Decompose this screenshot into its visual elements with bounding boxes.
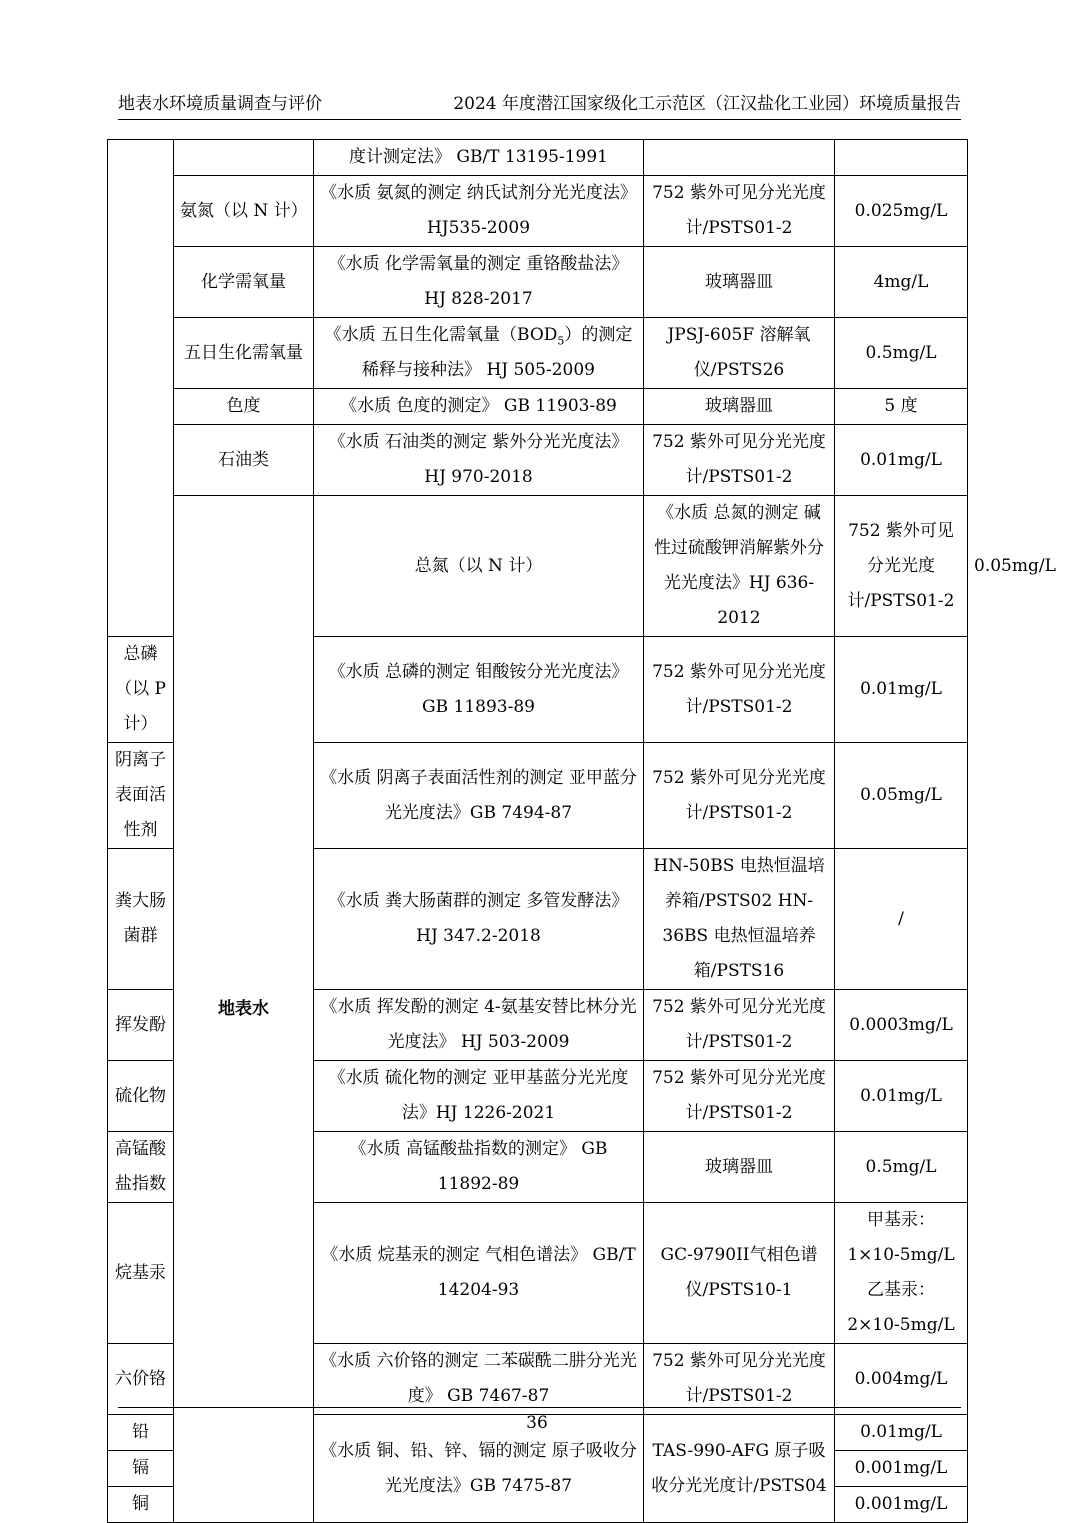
method-cell: 《水质 粪大肠菌群的测定 多管发酵法》HJ 347.2-2018 [314, 849, 644, 990]
limit-cell: 0.5mg/L [835, 318, 968, 389]
method-cell: 《水质 烷基汞的测定 气相色谱法》 GB/T 14204-93 [314, 1203, 644, 1344]
instrument-cell: 752 紫外可见分光光度计/PSTS01-2 [644, 990, 835, 1061]
method-cell: 《水质 挥发酚的测定 4-氨基安替比林分光光度法》 HJ 503-2009 [314, 990, 644, 1061]
method-text-post: ）的测定 稀释与接种法》 HJ 505-2009 [362, 325, 633, 380]
instrument-cell: JPSJ-605F 溶解氧仪/PSTS26 [644, 318, 835, 389]
instrument-cell: TAS-990-AFG 原子吸收分光光度计/PSTS04 [644, 1415, 835, 1523]
item-cell: 烷基汞 [108, 1203, 174, 1344]
instrument-cell: 玻璃器皿 [644, 247, 835, 318]
header-section-title: 地表水环境质量调查与评价 [118, 94, 322, 114]
limit-cell: 5 度 [835, 389, 968, 425]
methods-table [107, 139, 1056, 1523]
method-cell: 度计测定法》 GB/T 13195-1991 [314, 140, 644, 176]
method-cell: 《水质 氨氮的测定 纳氏试剂分光光度法》HJ535-2009 [314, 176, 644, 247]
limit-cell: / [835, 849, 968, 990]
group-cell-prev [108, 140, 174, 637]
limit-cell: 0.004mg/L [835, 1344, 968, 1415]
item-cell: 总磷（以 P 计） [108, 637, 174, 743]
method-cell: 《水质 总氮的测定 碱性过硫酸钾消解紫外分光光度法》HJ 636-2012 [644, 496, 835, 637]
item-cell: 铅 [108, 1415, 174, 1451]
table-row [108, 247, 968, 318]
instrument-cell: 752 紫外可见分光光度计/PSTS01-2 [644, 1061, 835, 1132]
table-row [108, 176, 968, 247]
method-cell: 《水质 六价铬的测定 二苯碳酰二肼分光光度》 GB 7467-87 [314, 1344, 644, 1415]
method-cell: 《水质 色度的测定》 GB 11903-89 [314, 389, 644, 425]
method-cell: 《水质 高锰酸盐指数的测定》 GB 11892-89 [314, 1132, 644, 1203]
limit-cell: 0.001mg/L [835, 1487, 968, 1523]
item-cell: 氨氮（以 N 计） [174, 176, 314, 247]
method-cell [314, 318, 644, 389]
instrument-cell: 玻璃器皿 [644, 1132, 835, 1203]
footer-rule [118, 1407, 961, 1408]
limit-cell: 4mg/L [835, 247, 968, 318]
instrument-cell: GC-9790II气相色谱仪/PSTS10-1 [644, 1203, 835, 1344]
limit-cell: 0.025mg/L [835, 176, 968, 247]
instrument-cell: 752 紫外可见分光光度计/PSTS01-2 [644, 743, 835, 849]
table-row [108, 318, 968, 389]
item-cell: 石油类 [174, 425, 314, 496]
method-subscript: 5 [557, 334, 565, 348]
header-report-title: 2024 年度潜江国家级化工示范区（江汉盐化工业园）环境质量报告 [453, 94, 961, 114]
item-cell: 五日生化需氧量 [174, 318, 314, 389]
instrument-cell: 752 紫外可见分光光度计/PSTS01-2 [644, 637, 835, 743]
table-row [108, 389, 968, 425]
item-cell: 铜 [108, 1487, 174, 1523]
limit-cell: 0.0003mg/L [835, 990, 968, 1061]
item-cell: 镉 [108, 1451, 174, 1487]
page-number: 36 [526, 1413, 548, 1433]
method-cell: 《水质 阴离子表面活性剂的测定 亚甲蓝分光光度法》GB 7494-87 [314, 743, 644, 849]
limit-cell: 0.5mg/L [835, 1132, 968, 1203]
limit-cell: 0.05mg/L [835, 743, 968, 849]
item-cell: 粪大肠菌群 [108, 849, 174, 990]
item-cell [174, 140, 314, 176]
instrument-cell: 752 紫外可见分光光度计/PSTS01-2 [644, 1344, 835, 1415]
limit-cell [835, 140, 968, 176]
group-label-cell: 地表水 [174, 496, 314, 1523]
instrument-cell: 752 紫外可见分光光度计/PSTS01-2 [644, 425, 835, 496]
item-cell: 挥发酚 [108, 990, 174, 1061]
header-rule [118, 119, 961, 120]
table-row [108, 425, 968, 496]
item-cell: 阴离子表面活性剂 [108, 743, 174, 849]
method-cell: 《水质 硫化物的测定 亚甲基蓝分光光度法》HJ 1226-2021 [314, 1061, 644, 1132]
method-cell: 《水质 铜、铅、锌、镉的测定 原子吸收分光光度法》GB 7475-87 [314, 1415, 644, 1523]
instrument-cell: 752 紫外可见分光光度计/PSTS01-2 [644, 176, 835, 247]
method-text-pre: 《水质 五日生化需氧量（BOD [324, 325, 558, 345]
instrument-cell: 752 紫外可见分光光度计/PSTS01-2 [835, 496, 968, 637]
instrument-cell: 玻璃器皿 [644, 389, 835, 425]
instrument-cell: HN-50BS 电热恒温培养箱/PSTS02 HN-36BS 电热恒温培养箱/PSTS16 [644, 849, 835, 990]
limit-cell: 甲基汞：1×10-5mg/L 乙基汞：2×10-5mg/L [835, 1203, 968, 1344]
item-cell: 色度 [174, 389, 314, 425]
page-header [118, 92, 961, 120]
limit-cell: 0.01mg/L [835, 1415, 968, 1451]
item-cell: 高锰酸盐指数 [108, 1132, 174, 1203]
instrument-cell [644, 140, 835, 176]
method-cell: 《水质 石油类的测定 紫外分光光度法》HJ 970-2018 [314, 425, 644, 496]
method-cell: 《水质 总磷的测定 钼酸铵分光光度法》GB 11893-89 [314, 637, 644, 743]
limit-cell: 0.01mg/L [835, 637, 968, 743]
limit-cell: 0.01mg/L [835, 425, 968, 496]
table-row [108, 140, 968, 176]
limit-cell: 0.01mg/L [835, 1061, 968, 1132]
method-cell: 《水质 化学需氧量的测定 重铬酸盐法》HJ 828-2017 [314, 247, 644, 318]
table-row: 地表水 总氮（以 N 计） 《水质 总氮的测定 碱性过硫酸钾消解紫外分光光度法》HJ 636-2012 752 紫外可见分光光度计/PSTS01-2 0.05mg/L [108, 496, 968, 637]
item-cell: 总氮（以 N 计） [314, 496, 644, 637]
item-cell: 硫化物 [108, 1061, 174, 1132]
item-cell: 六价铬 [108, 1344, 174, 1415]
item-cell: 化学需氧量 [174, 247, 314, 318]
limit-cell: 0.001mg/L [835, 1451, 968, 1487]
